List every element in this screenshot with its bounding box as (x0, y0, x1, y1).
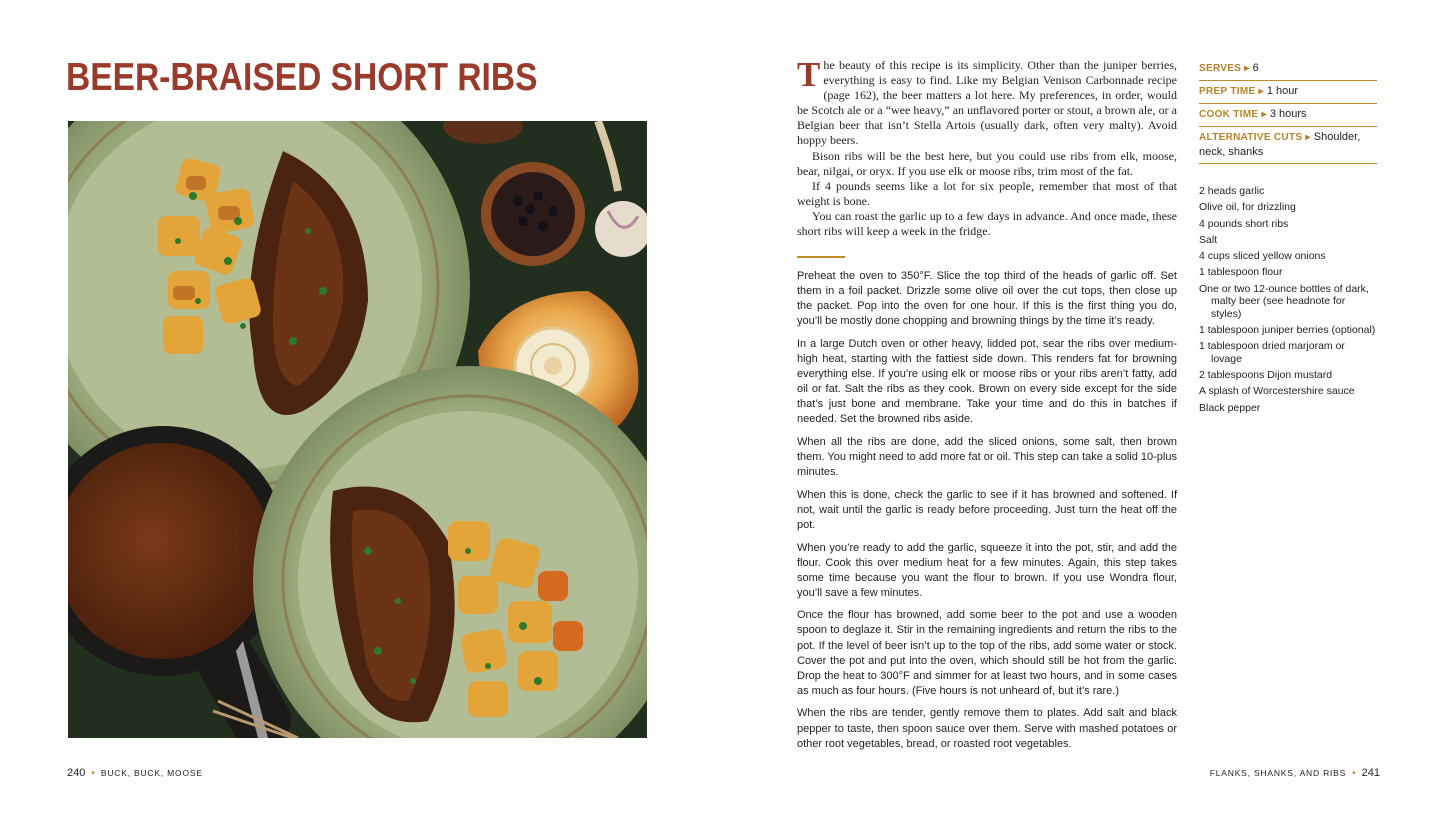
right-running-head: FLANKS, SHANKS, AND RIBS (1209, 768, 1347, 778)
arrow-icon: ▸ (1305, 132, 1311, 143)
serves-row (1199, 58, 1377, 81)
alternative-cuts-label: ALTERNATIVE CUTS (1199, 132, 1303, 143)
method-step: When the ribs are tender, gently remove them to plates. Add salt and black pepper to taste, then spoon sauce over them. Serve with mashed potatoes or other root vegetables, bread, or roasted root vegetables. (797, 707, 1177, 750)
alternative-cuts-value: Shoulder, neck, shanks (1199, 131, 1361, 158)
method-step: When this is done, check the garlic to see if it has browned and softened. If not, wait until the garlic is ready before proceeding. Just turn the heat off the pot. (797, 488, 1177, 531)
alternative-cuts-row (1199, 127, 1377, 164)
method-step: In a large Dutch oven or other heavy, lidded pot, sear the ribs over medium-high heat, starting with the fattiest side down. This renders fat for browning everything else. If you’re using elk or moose ribs or your ribs aren’t fatty, add oil or fat. Salt the ribs as they cook. Brown on every side except for the side that’s just bone and membrane. Take your time and do this in batches if needed. Set the browned ribs aside. (797, 337, 1177, 426)
prep-time-row (1199, 81, 1377, 104)
ingredients-list (1199, 185, 1377, 418)
ingredient-item: One or two 12-ounce bottles of dark, malty beer (see headnote for styles) (1199, 282, 1369, 320)
left-running-head: BUCK, BUCK, MOOSE (100, 768, 203, 778)
recipe-meta (1199, 58, 1377, 164)
cook-time-value: 3 hours (1269, 108, 1307, 120)
headnote-paragraph-1 (797, 55, 1177, 149)
arrow-icon: ▸ (1258, 86, 1264, 97)
prep-time-value: 1 hour (1266, 85, 1299, 97)
ingredient-item: 1 tablespoon juniper berries (optional) (1199, 324, 1376, 337)
ingredient-item: 2 heads garlic (1199, 185, 1265, 197)
ingredient-item: Olive oil, for drizzling (1199, 201, 1296, 214)
method-step: Preheat the oven to 350°F. Slice the top third of the heads of garlic off. Set them in a foil packet. Drizzle some olive oil over the cut tops, then close up the packet. Pop into the oven for one hour. If this is the first thing you do, you’ll be mostly done chopping and browning things by the time it’s ready. (797, 270, 1177, 328)
right-page-footer (1210, 767, 1380, 779)
cook-time-label: COOK TIME (1199, 109, 1259, 120)
prep-time-label: PREP TIME (1199, 86, 1256, 97)
headnote-paragraph-3: If 4 pounds seems like a lot for six people, remember that most of that weight is bone. (797, 178, 1177, 208)
cook-time-row (1199, 104, 1377, 127)
ingredient-item: 1 tablespoon dried marjoram or lovage (1199, 340, 1345, 365)
arrow-icon: ▸ (1261, 109, 1267, 120)
ingredient-item: A splash of Worcestershire sauce (1199, 385, 1355, 398)
ingredient-item: 2 tablespoons Dijon mustard (1199, 369, 1333, 382)
drop-cap: T (797, 55, 821, 94)
ingredient-item: 4 cups sliced yellow onions (1199, 250, 1326, 263)
headnote (797, 55, 1177, 239)
ingredient-item: Black pepper (1199, 401, 1261, 414)
food-photo (68, 121, 647, 738)
method-step: When you’re ready to add the garlic, squeeze it into the pot, stir, and add the flour. Cook this over medium heat for a few minutes. Again, this step takes some time because you want the flour to brown. If you use Wondra flour, you’ll save a few minutes. (797, 541, 1177, 599)
left-page-number: 240 (67, 767, 86, 779)
juniper-bowl (481, 162, 585, 266)
bullet-icon: • (1352, 768, 1356, 779)
serves-label: SERVES (1199, 63, 1242, 74)
section-divider (797, 256, 845, 258)
recipe-title: BEER-BRAISED SHORT RIBS (66, 56, 538, 99)
method-step: Once the flour has browned, add some beer to the pot and use a wooden spoon to deglaze it. Stir in the remaining ingredients and return the ribs to the pot. If the level of beer isn’t up to the top of the ribs, add some water or stock. Cover the pot and put into the oven, which should still be hot from the garlic. Drop the heat to 300°F and simmer for at least two hours, and in some cases as much as four hours. (Five hours is not unheard of, but it’s rare.) (797, 609, 1177, 697)
method-steps (797, 269, 1177, 759)
ingredient-item: Salt (1199, 233, 1218, 246)
method-step: When all the ribs are done, add the sliced onions, some salt, then brown them. You might need to add more fat or oil. This step can take a solid 10-plus minutes. (797, 435, 1177, 479)
arrow-icon: ▸ (1244, 63, 1250, 74)
headnote-text-1: he beauty of this recipe is its simplicity. Other than the juniper berries, everything is easy to find. Like my Belgian Venison Carbonnade recipe (page 162), the beer matters a lot here. My preferences, in order, would be Scotch ale or a “wee heavy,” an unflavored porter or stout, a brown ale, or a Belgian beer that isn’t Stella Artois (usually dark, often very malty). Avoid hoppy beers. (797, 58, 1177, 148)
right-page-number: 241 (1361, 767, 1380, 779)
serves-value: 6 (1252, 62, 1259, 74)
left-page-footer (67, 767, 203, 779)
headnote-paragraph-4: You can roast the garlic up to a few days in advance. And once made, these short ribs will keep a week in the fridge. (797, 208, 1177, 239)
bullet-icon: • (91, 768, 95, 779)
headnote-paragraph-2: Bison ribs will be the best here, but you could use ribs from elk, moose, bear, nilgai, or oryx. If you use elk or moose ribs, trim most of the fat. (797, 148, 1177, 178)
ingredient-item: 1 tablespoon flour (1199, 266, 1283, 279)
ingredient-item: 4 pounds short ribs (1199, 217, 1289, 230)
